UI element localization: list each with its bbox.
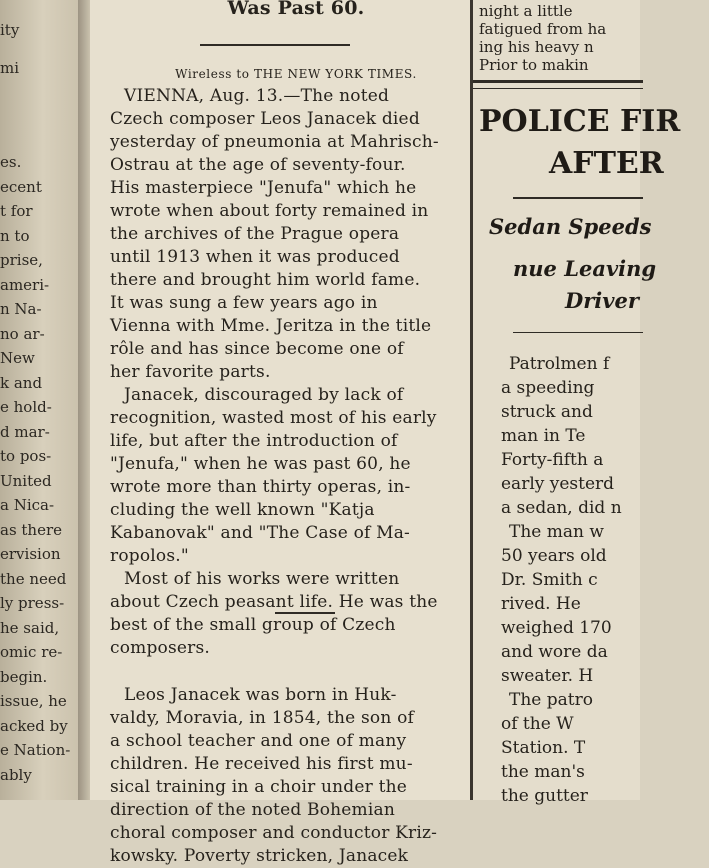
article-line: choral composer and conductor Kriz- [110, 823, 438, 843]
right-top-line: fatigued from ha [479, 20, 607, 38]
right-rule-sub [513, 332, 643, 333]
left-fragment: New [0, 349, 35, 367]
right-rule-mid [513, 197, 643, 199]
right-top-line: night a little [479, 2, 573, 20]
right-headline-1: POLICE FIR [479, 104, 681, 139]
right-top-line: Prior to makin [479, 56, 589, 74]
left-fragment: ably [0, 765, 32, 784]
right-body-line: man in Te [501, 426, 586, 446]
right-body-line: The man w [509, 522, 604, 542]
article-line: recognition, wasted most of his early [110, 408, 437, 428]
left-fragment: as there [0, 520, 63, 539]
right-rule-top-thin [473, 88, 643, 89]
left-fragment: a Nica- [0, 496, 55, 514]
left-fragment: e Nation- [0, 741, 71, 759]
right-column [473, 0, 681, 806]
article-line: wrote when about forty remained in [110, 201, 429, 221]
left-fragment: ecent [0, 177, 42, 196]
left-fragment: ly press- [0, 594, 65, 612]
right-body-line: weighed 170 [501, 618, 612, 638]
left-fragment: k and [0, 373, 43, 392]
right-subhead-line: Sedan Speeds [489, 214, 652, 239]
headline-rule [200, 44, 350, 46]
article-line: a school teacher and one of many [110, 731, 407, 751]
article-line: cluding the well known "Katja [110, 500, 375, 520]
left-fragment: he said, [0, 618, 60, 637]
article-line: kowsky. Poverty stricken, Janacek [110, 846, 409, 866]
article-line: wrote more than thirty operas, in- [110, 477, 411, 497]
right-body-line: sweater. H [501, 666, 594, 686]
left-fragment: to pos- [0, 447, 52, 465]
article-line: direction of the noted Bohemian [110, 800, 395, 820]
article-line: "Jenufa," when he was past 60, he [110, 454, 411, 474]
right-body-line: Patrolmen f [509, 354, 610, 374]
right-body-line: a speeding [501, 378, 595, 398]
right-body-line: the gutter [501, 786, 588, 806]
article-line: valdy, Moravia, in 1854, the son of [110, 708, 415, 728]
right-body-line: the man's [501, 762, 585, 782]
left-fragment: d mar- [0, 422, 50, 441]
article-line: rôle and has since become one of [110, 339, 404, 359]
article-line: yesterday of pneumonia at Mahrisch- [110, 132, 439, 152]
right-body-line: rived. He [501, 594, 581, 614]
right-body-line: Station. T [501, 738, 586, 758]
article-line: best of the small group of Czech [110, 615, 396, 635]
left-fragment: the need [0, 569, 67, 588]
right-rule-top [473, 80, 643, 83]
article-line: children. He received his first mu- [110, 754, 413, 774]
left-fragment: prise, [0, 251, 43, 269]
article-line: Janacek, discouraged by lack of [124, 385, 404, 405]
article-line: sical training in a choir under the [110, 777, 408, 797]
article-byline: Wireless to THE NEW YORK TIMES. [175, 67, 417, 81]
right-body-line: 50 years old [501, 546, 607, 566]
left-page-strip [0, 0, 78, 800]
left-fragment: begin. [0, 667, 48, 686]
article-line: Most of his works were written [124, 569, 400, 589]
left-fragment: es. [0, 153, 22, 171]
left-fragment: t for [0, 202, 33, 220]
section-rule [275, 612, 335, 614]
left-fragment: e hold- [0, 398, 52, 416]
article-line: Vienna with Mme. Jeritza in the title [110, 316, 432, 336]
right-headline-2: AFTER [549, 146, 664, 181]
left-fragment: omic re- [0, 643, 63, 661]
article-line: It was sung a few years ago in [110, 293, 378, 313]
article-line: ropolos." [110, 546, 189, 566]
article-line: there and brought him world fame. [110, 270, 421, 290]
right-body-line: early yesterd [501, 474, 615, 494]
right-body-line: Forty-fifth a [501, 450, 604, 470]
article-line: about Czech peasant life. He was the [110, 592, 438, 612]
right-body-line: and wore da [501, 642, 608, 662]
right-body-line: of the W [501, 714, 574, 734]
right-subhead-line: nue Leaving [513, 256, 657, 281]
article-line: composers. [110, 638, 211, 658]
right-body-line: struck and [501, 402, 593, 422]
article-line: Ostrau at the age of seventy-four. [110, 155, 406, 175]
right-body-line: Dr. Smith c [501, 570, 598, 590]
article-line: Kabanovak" and "The Case of Ma- [110, 523, 410, 543]
left-fragment: acked by [0, 716, 68, 735]
left-fragment: ameri- [0, 275, 50, 294]
article-line: the archives of the Prague opera [110, 224, 400, 244]
article-line: His masterpiece "Jenufa" which he [110, 178, 417, 198]
left-fragment: mi [0, 59, 20, 77]
article-line: Leos Janacek was born in Huk- [124, 685, 397, 705]
article-line: Czech composer Leos Janacek died [110, 109, 420, 129]
article-column [90, 0, 482, 866]
right-top-line: ing his heavy n [479, 38, 594, 56]
left-fragment: no ar- [0, 324, 45, 343]
article-headline: Was Past 60. [227, 0, 365, 19]
article-line: until 1913 when it was produced [110, 247, 400, 267]
left-fragment: issue, he [0, 692, 67, 710]
article-line: VIENNA, Aug. 13.—The noted [124, 86, 390, 106]
right-subhead-line: Driver [565, 288, 639, 313]
article-line: life, but after the introduction of [110, 431, 398, 451]
left-fragment: United [0, 471, 52, 490]
left-fragment: ity [0, 21, 20, 39]
left-fragment: ervision [0, 545, 61, 563]
left-fragment: n to [0, 226, 30, 245]
right-body-line: The patro [509, 690, 593, 710]
left-fragment: n Na- [0, 300, 42, 318]
article-line: her favorite parts. [110, 362, 271, 382]
right-body-line: a sedan, did n [501, 498, 622, 518]
